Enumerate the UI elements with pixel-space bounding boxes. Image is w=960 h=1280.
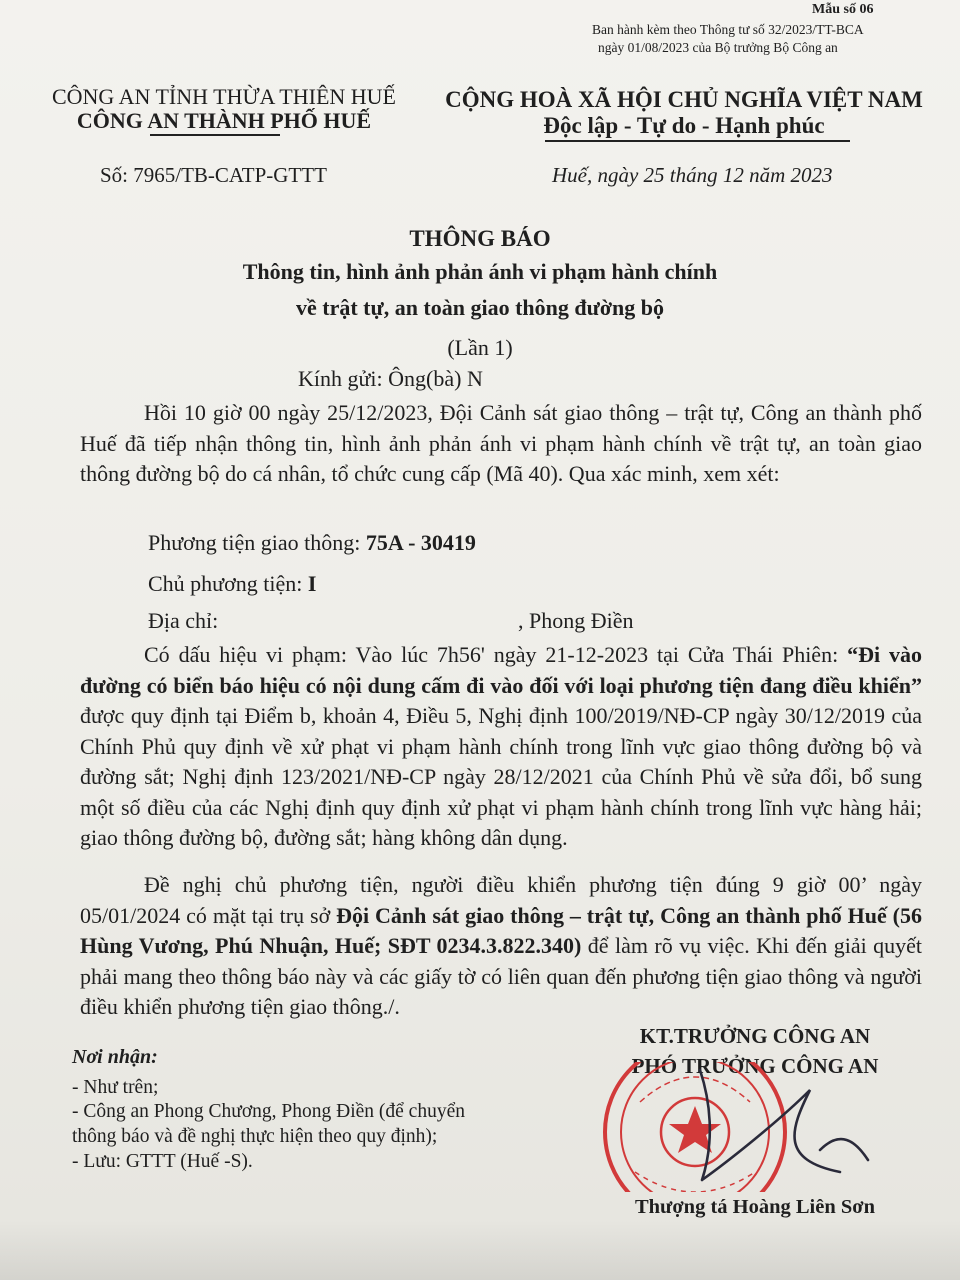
violation-description: “Đi vào đường có biển báo hiệu có nội dung cấm đi vào đối với loại phương tiện đang điều khiển” [80, 642, 922, 698]
recipient-item: - Như trên; [72, 1077, 159, 1098]
violation-legal-basis: được quy định tại Điểm b, khoản 4, Điều 5, Nghị định 100/2019/NĐ-CP ngày 30/12/2019 của Chính Phủ quy định về xử phạt vi phạm hành chính trong lĩnh vực giao thông đường bộ và đường sắt; Nghị định 123/2021/NĐ-CP ngày 28/12/2021 của Chính Phủ về sửa đổi, bổ sung một số điều của các Nghị định quy định xử phạt vi phạm hành chính trong lĩnh vực hàng hải; giao thông đường bộ, đường sắt; hàng không dân dụng. [80, 703, 922, 850]
address-value: , Phong Điền [518, 608, 634, 633]
nation-name: CỘNG HOÀ XÃ HỘI CHỦ NGHĨA VIỆT NAM [445, 87, 923, 112]
form-issued-line2: ngày 01/08/2023 của Bộ trưởng Bộ Công an [598, 40, 838, 55]
document-number: Số: 7965/TB-CATP-GTTT [100, 163, 327, 187]
signer-title-line2: PHÓ TRƯỞNG CÔNG AN [631, 1054, 879, 1078]
intro-paragraph: Hồi 10 giờ 00 ngày 25/12/2023, Đội Cảnh sát giao thông – trật tự, Công an thành phố Huế đã tiếp nhận thông tin, hình ảnh phản ánh vi phạm hành chính về trật tự, an toàn giao thông đường bộ do cá nhân, tổ chức cung cấp (Mã 40). Qua xác minh, xem xét: [80, 400, 922, 486]
owner-field [148, 571, 316, 597]
document-date: Huế, ngày 25 tháng 12 năm 2023 [552, 163, 833, 187]
addressee: Kính gửi: Ông(bà) N [298, 366, 483, 391]
owner-name: I [307, 571, 317, 596]
org-parent: CÔNG AN TỈNH THỪA THIÊN HUẾ [51, 84, 396, 109]
document-title: THÔNG BÁO [409, 226, 551, 251]
address-label: Địa chỉ: [148, 608, 219, 633]
form-number: Mẫu số 06 [812, 2, 874, 17]
page-shadow [0, 1220, 960, 1280]
request-paragraph [80, 870, 922, 1023]
request-location: Đội Cảnh sát giao thông – trật tự, Công an thành phố Huế (56 Hùng Vương, Phú Nhuận, Huế; SĐT 0234.3.822.340) [80, 902, 922, 958]
form-issued-line1: Ban hành kèm theo Thông tư số 32/2023/TT-BCA [592, 22, 864, 37]
vehicle-plate: 75A - 30419 [365, 530, 476, 555]
recipient-item: - Công an Phong Chương, Phong Điền (để chuyển [72, 1101, 465, 1122]
address-field [148, 608, 218, 634]
signer-name: Thượng tá Hoàng Liên Sơn [634, 1196, 876, 1218]
org-underline [150, 134, 280, 136]
recipient-item: - Lưu: GTTT (Huế -S). [72, 1151, 253, 1172]
document-subtitle-line1: Thông tin, hình ảnh phản ánh vi phạm hành chính [242, 259, 718, 284]
signer-title-line1: KT.TRƯỞNG CÔNG AN [639, 1024, 871, 1048]
violation-prefix: Có dấu hiệu vi phạm: Vào lúc 7h56' ngày 21-12-2023 tại Cửa Thái Phiên: [144, 642, 848, 667]
motto: Độc lập - Tự do - Hạnh phúc [543, 113, 825, 138]
motto-underline [545, 140, 850, 142]
vehicle-field [148, 530, 476, 556]
owner-label: Chủ phương tiện: [148, 571, 308, 596]
vehicle-label: Phương tiện giao thông: [148, 530, 366, 555]
handwritten-signature-icon [640, 1060, 890, 1210]
request-instructions: để làm rõ vụ việc. Khi đến giải quyết phải mang theo thông báo này và các giấy tờ có liên quan đến phương tiện giao thông và người điều khiển phương tiện giao thông./. [80, 933, 922, 1019]
recipient-item: thông báo và đề nghị thực hiện theo quy định); [72, 1126, 438, 1147]
recipients-heading: Nơi nhận: [72, 1046, 158, 1068]
occurrence-label: (Lần 1) [447, 335, 513, 360]
violation-paragraph [80, 640, 922, 854]
document-subtitle-line2: về trật tự, an toàn giao thông đường bộ [295, 295, 664, 320]
request-prefix: Đề nghị chủ phương tiện, người điều khiển phương tiện đúng 9 giờ 00’ ngày 05/01/2024 có mặt tại trụ sở [80, 872, 922, 928]
org-name: CÔNG AN THÀNH PHỐ HUẾ [76, 108, 372, 133]
